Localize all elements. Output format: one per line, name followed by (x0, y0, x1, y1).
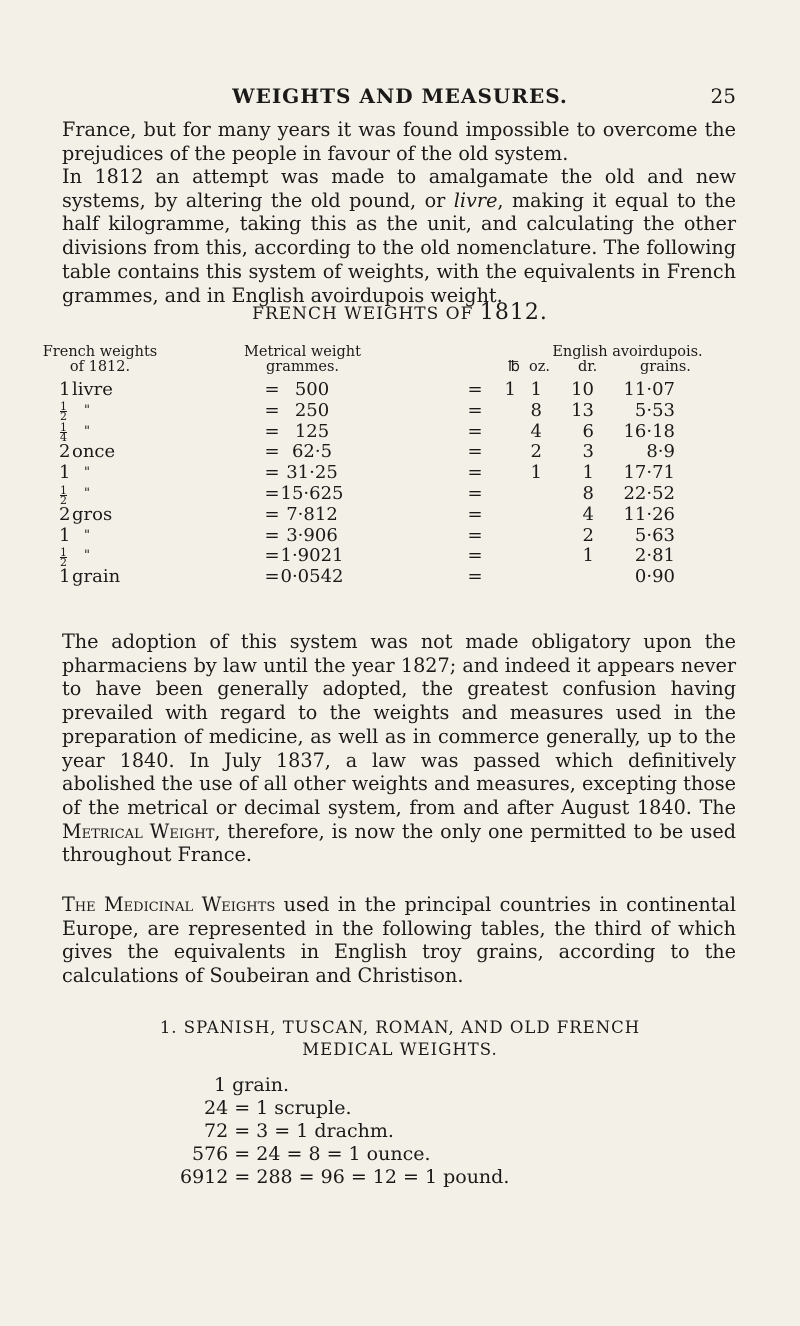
equals-sign: = (467, 503, 483, 525)
ditto-mark: " (84, 486, 90, 501)
paragraph-2-italic: livre (453, 188, 498, 212)
french-table-title (0, 300, 800, 325)
ditto-mark: " (84, 527, 90, 543)
grammes-value: 62·5 (291, 441, 333, 463)
qty: 1 (59, 566, 71, 588)
lb-value: 1 (504, 379, 516, 400)
fraction-numerator: 1 (60, 545, 67, 559)
header-french-weights (40, 345, 160, 375)
equivalence-line: 72 = 3 = 1 drachm. (204, 1120, 394, 1142)
oz-value: 1 (530, 462, 542, 484)
unit: gros (72, 503, 113, 525)
fraction-numerator: 1 (60, 421, 67, 435)
qty-fraction (60, 402, 67, 422)
equals-sign: = (264, 462, 280, 484)
equals-sign: = (467, 379, 483, 400)
header-french-weights-line1: French weights (42, 344, 158, 360)
grains-value: 17·71 (623, 462, 675, 484)
dr-value: 13 (571, 399, 594, 421)
equals-sign: = (467, 420, 483, 442)
qty: 1 (59, 462, 71, 484)
unit: livre (72, 379, 113, 400)
dr-value: 3 (582, 441, 594, 463)
oz-value: 8 (530, 399, 542, 421)
medical-weights-title-line1: 1. SPANISH, TUSCAN, ROMAN, AND OLD FRENCH (159, 1018, 641, 1037)
grains-value: 11·26 (623, 503, 675, 525)
equals-sign: = (467, 462, 483, 484)
equals-sign: = (264, 399, 280, 421)
oz-value: 1 (530, 379, 542, 400)
unit: once (72, 441, 116, 463)
ditto-mark: " (84, 402, 90, 418)
qty-fraction (60, 547, 67, 567)
fraction-numerator: 1 (60, 483, 67, 497)
equivalence-line: 576 = 24 = 8 = 1 ounce. (192, 1143, 431, 1165)
equivalence-line: 6912 = 288 = 96 = 12 = 1 pound. (180, 1166, 510, 1188)
equals-sign: = (467, 524, 483, 546)
fraction-numerator: 1 (60, 400, 67, 414)
equals-sign: = (264, 524, 280, 546)
grains-value: 2·81 (634, 545, 675, 567)
equals-sign: = (467, 441, 483, 463)
header-grains: grains. (640, 359, 691, 375)
paragraph-3-smallcaps: Metrical Weight (62, 819, 215, 843)
paragraph-4 (62, 893, 736, 988)
header-english-avoirdupois: English avoirdupois. (552, 344, 703, 360)
equivalence-line: 1 grain. (214, 1074, 290, 1096)
fraction (60, 421, 67, 445)
page-number: 25 (710, 84, 736, 108)
equals-sign: = (264, 503, 280, 525)
equals-sign: = (264, 545, 280, 567)
equals-sign: = (264, 566, 280, 588)
grammes-value: 500 (294, 379, 330, 400)
qty: 2 (59, 441, 71, 463)
fraction (60, 483, 67, 507)
ditto-mark: " (84, 465, 90, 481)
paragraph-3-text-a: The adoption of this system was not made obligatory upon the pharmaciens by law until the year 1827; and indeed it appears never to have been generally adopted, the greatest confusion having prevailed with regard to the weights and measures used in the preparation of medicine, as well as in commerce generally, up to the year 1840. In July 1837, a law was passed which definitively abolished the use of all other weights and measures, excepting those of the metrical or decimal system, from and after August 1840. The (62, 630, 736, 819)
equals-sign: = (467, 483, 483, 504)
equals-sign: = (264, 483, 280, 504)
fraction (60, 545, 67, 569)
dr-value: 8 (582, 483, 594, 504)
grammes-value: 15·625 (280, 483, 344, 504)
equals-sign: = (264, 441, 280, 463)
ditto-mark: " (84, 423, 90, 439)
header-lb: ℔ (508, 359, 520, 375)
grains-value: 0·90 (634, 566, 675, 588)
paragraph-4-text: used in the principal countries in continental Europe, are represented in the following tables, the third of which gives the equivalents in English troy grains, according to the calculations of Soubeiran and Christison. (62, 893, 737, 988)
equals-sign: = (467, 399, 483, 421)
equals-sign: = (467, 566, 483, 588)
dr-value: 4 (582, 503, 594, 525)
grains-value: 16·18 (623, 420, 675, 442)
dr-value: 1 (582, 545, 594, 567)
qty: 1 (59, 524, 71, 546)
oz-value: 4 (530, 420, 542, 442)
dr-value: 1 (582, 462, 594, 484)
header-oz: oz. (529, 359, 550, 375)
qty: 1 (59, 379, 71, 400)
header-french-weights-line2: of 1812. (69, 359, 131, 375)
ditto-mark: " (84, 548, 90, 564)
grains-value: 22·52 (623, 483, 675, 504)
grains-value: 8·9 (646, 441, 675, 463)
grains-value: 11·07 (623, 379, 675, 400)
grammes-value: 31·25 (286, 462, 338, 484)
fraction-denominator: 2 (60, 410, 67, 424)
grammes-value: 1·9021 (280, 545, 344, 567)
paragraph-3 (62, 630, 736, 867)
dr-value: 6 (582, 420, 594, 442)
paragraph-4-smallcaps: The Medicinal Weights (62, 893, 276, 916)
equals-sign: = (264, 420, 280, 442)
qty: 2 (59, 503, 71, 525)
grammes-value: 125 (294, 420, 330, 442)
grammes-value: 3·906 (286, 524, 338, 546)
oz-value: 2 (530, 441, 542, 463)
paragraph-2 (62, 165, 736, 307)
medical-weights-title-line2: MEDICAL WEIGHTS. (302, 1040, 498, 1059)
grains-value: 5·63 (634, 524, 675, 546)
qty-fraction (60, 485, 67, 505)
unit: grain (72, 566, 121, 588)
paragraph-2-text-b: , making it equal to the half kilogramme, taking this as the unit, and calculating the other divisions from this, according to the old nomenclature. The following table contains this system of weights, with the equivalents in French grammes, and in English avoirdupois weight. (62, 188, 736, 307)
fraction-denominator: 2 (60, 555, 67, 569)
paragraph-3-text-b: , therefore, is now the only one permitted to be used throughout France. (62, 819, 736, 867)
french-table-title-text: FRENCH WEIGHTS OF (252, 304, 474, 324)
paragraph-1: France, but for many years it was found impossible to overcome the prejudices of the people in favour of the old system. (62, 118, 736, 165)
french-table-title-year: 1812. (479, 300, 548, 325)
header-dr: dr. (578, 359, 598, 375)
qty-fraction (60, 423, 67, 443)
grammes-value: 7·812 (286, 503, 338, 525)
dr-value: 2 (582, 524, 594, 546)
running-head (0, 84, 800, 106)
running-title: WEIGHTS AND MEASURES. (232, 84, 568, 108)
header-metrical-weight-line2: grammes. (266, 359, 339, 375)
equivalence-line: 24 = 1 scruple. (204, 1097, 352, 1119)
fraction (60, 400, 67, 424)
equals-sign: = (467, 545, 483, 567)
fraction-denominator: 2 (60, 493, 67, 507)
paragraph-2-text-a: In 1812 an attempt was made to amalgamate the old and new systems, by altering the old pound, or (62, 165, 736, 212)
header-metrical-weight (240, 345, 365, 375)
header-metrical-weight-line1: Metrical weight (244, 344, 361, 360)
grains-value: 5·53 (634, 399, 675, 421)
equals-sign: = (264, 379, 280, 400)
fraction-denominator: 4 (60, 431, 67, 445)
dr-value: 10 (571, 379, 594, 400)
grammes-value: 0·0542 (280, 566, 344, 588)
grammes-value: 250 (294, 399, 330, 421)
